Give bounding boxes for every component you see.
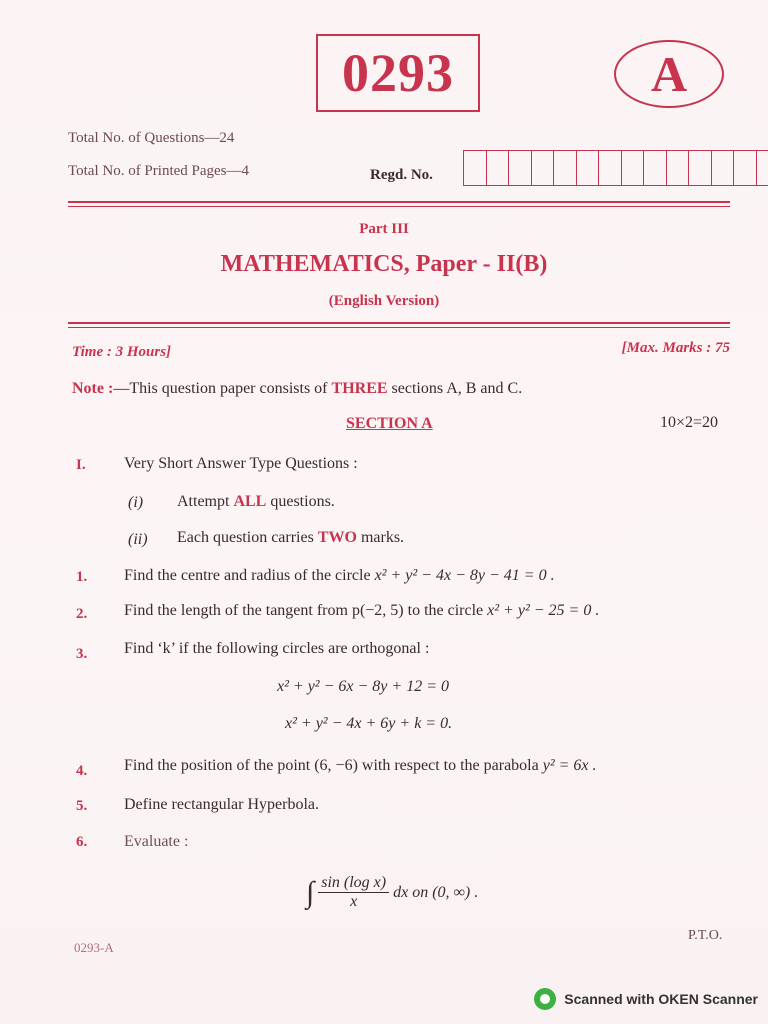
regd-box[interactable] (577, 151, 600, 185)
instruction-1-pre: Attempt (177, 493, 234, 510)
set-letter-oval (614, 40, 724, 108)
regd-box[interactable] (554, 151, 577, 185)
regd-box[interactable] (464, 151, 487, 185)
total-pages: Total No. of Printed Pages—4 (68, 163, 250, 179)
regd-box[interactable] (622, 151, 645, 185)
regd-box[interactable] (689, 151, 712, 185)
integral-expression (306, 874, 478, 911)
set-letter: A (650, 46, 688, 102)
scanner-logo-icon (534, 988, 556, 1010)
question-text (124, 602, 599, 620)
regd-box[interactable] (644, 151, 667, 185)
section-heading: Very Short Answer Type Questions : (124, 455, 358, 472)
regd-box[interactable] (734, 151, 757, 185)
note-prefix: Note :— (72, 380, 130, 397)
section-title: SECTION A (346, 415, 433, 432)
question-number: 6. (76, 834, 88, 850)
subject-title: MATHEMATICS, Paper - II(B) (220, 251, 548, 277)
integral-sign-icon: ∫ (306, 875, 315, 909)
part-label: Part III (359, 221, 409, 237)
question-text (124, 757, 597, 775)
instruction-1-post: questions. (266, 493, 335, 510)
instruction-2-num: (ii) (128, 531, 148, 548)
instruction-2-bold: TWO (317, 529, 357, 546)
divider (68, 322, 730, 324)
question-4-text: Find the position of the point (6, −6) with respect to the parabola (124, 757, 539, 774)
regd-box[interactable] (757, 151, 768, 185)
instruction-1-num: (i) (128, 494, 144, 511)
question-6-text: Evaluate : (124, 833, 189, 850)
pto-label: P.T.O. (688, 928, 723, 943)
question-number: 4. (76, 763, 88, 779)
circle-equation-1: x² + y² − 6x − 8y + 12 = 0 (277, 678, 449, 695)
question-5-text: Define rectangular Hyperbola. (124, 796, 320, 813)
regd-box[interactable] (487, 151, 510, 185)
total-questions: Total No. of Questions—24 (68, 130, 235, 146)
question-3-text: Find ‘k’ if the following circles are orthogonal : (124, 640, 430, 657)
instruction-2-pre: Each question carries (177, 529, 318, 546)
regd-box[interactable] (509, 151, 532, 185)
scanner-watermark (534, 988, 758, 1010)
paper-code: 0293 (342, 43, 454, 103)
paper-code-box (316, 34, 480, 112)
question-2-equation: x² + y² − 25 = 0 . (487, 602, 600, 619)
question-2-text: Find the length of the tangent from p(−2, 5) to the circle (124, 602, 484, 619)
regd-box[interactable] (667, 151, 690, 185)
note-text: This question paper consists of (129, 380, 332, 397)
regd-box[interactable] (532, 151, 555, 185)
scanner-label: Scanned with OKEN Scanner (564, 991, 758, 1007)
instruction-2 (177, 529, 404, 547)
roman-numeral: I. (76, 457, 86, 473)
instruction-1-bold: ALL (233, 493, 267, 510)
integral-numerator: sin (log x) (318, 874, 389, 893)
regd-box[interactable] (599, 151, 622, 185)
question-number: 2. (76, 606, 88, 622)
instruction-2-post: marks. (356, 529, 405, 546)
section-marks: 10×2=20 (660, 414, 719, 431)
integral-fraction (318, 874, 389, 911)
regd-box[interactable] (712, 151, 735, 185)
time-label: Time : 3 Hours] (72, 344, 172, 360)
note-text-end: sections A, B and C. (387, 380, 523, 397)
circle-equation-2: x² + y² − 4x + 6y + k = 0. (285, 715, 453, 732)
question-number: 5. (76, 798, 88, 814)
question-4-equation: y² = 6x . (542, 757, 597, 774)
divider (68, 327, 730, 328)
divider (68, 201, 730, 203)
question-number: 3. (76, 646, 88, 662)
version-label: (English Version) (328, 293, 440, 309)
regd-label: Regd. No. (370, 167, 433, 183)
instruction-1 (177, 493, 335, 511)
footer-code: 0293-A (74, 940, 114, 955)
regd-number-boxes[interactable] (463, 150, 768, 186)
question-text (124, 567, 555, 585)
note-line (72, 380, 522, 398)
integral-tail: dx on (0, ∞) . (393, 883, 479, 901)
divider (68, 206, 730, 207)
question-1-text: Find the centre and radius of the circle (124, 567, 371, 584)
question-number: 1. (76, 569, 88, 585)
max-marks-label: [Max. Marks : 75 (621, 340, 730, 356)
integral-denominator: x (350, 893, 358, 910)
question-1-equation: x² + y² − 4x − 8y − 41 = 0 . (374, 567, 555, 584)
note-bold: THREE (331, 380, 388, 397)
